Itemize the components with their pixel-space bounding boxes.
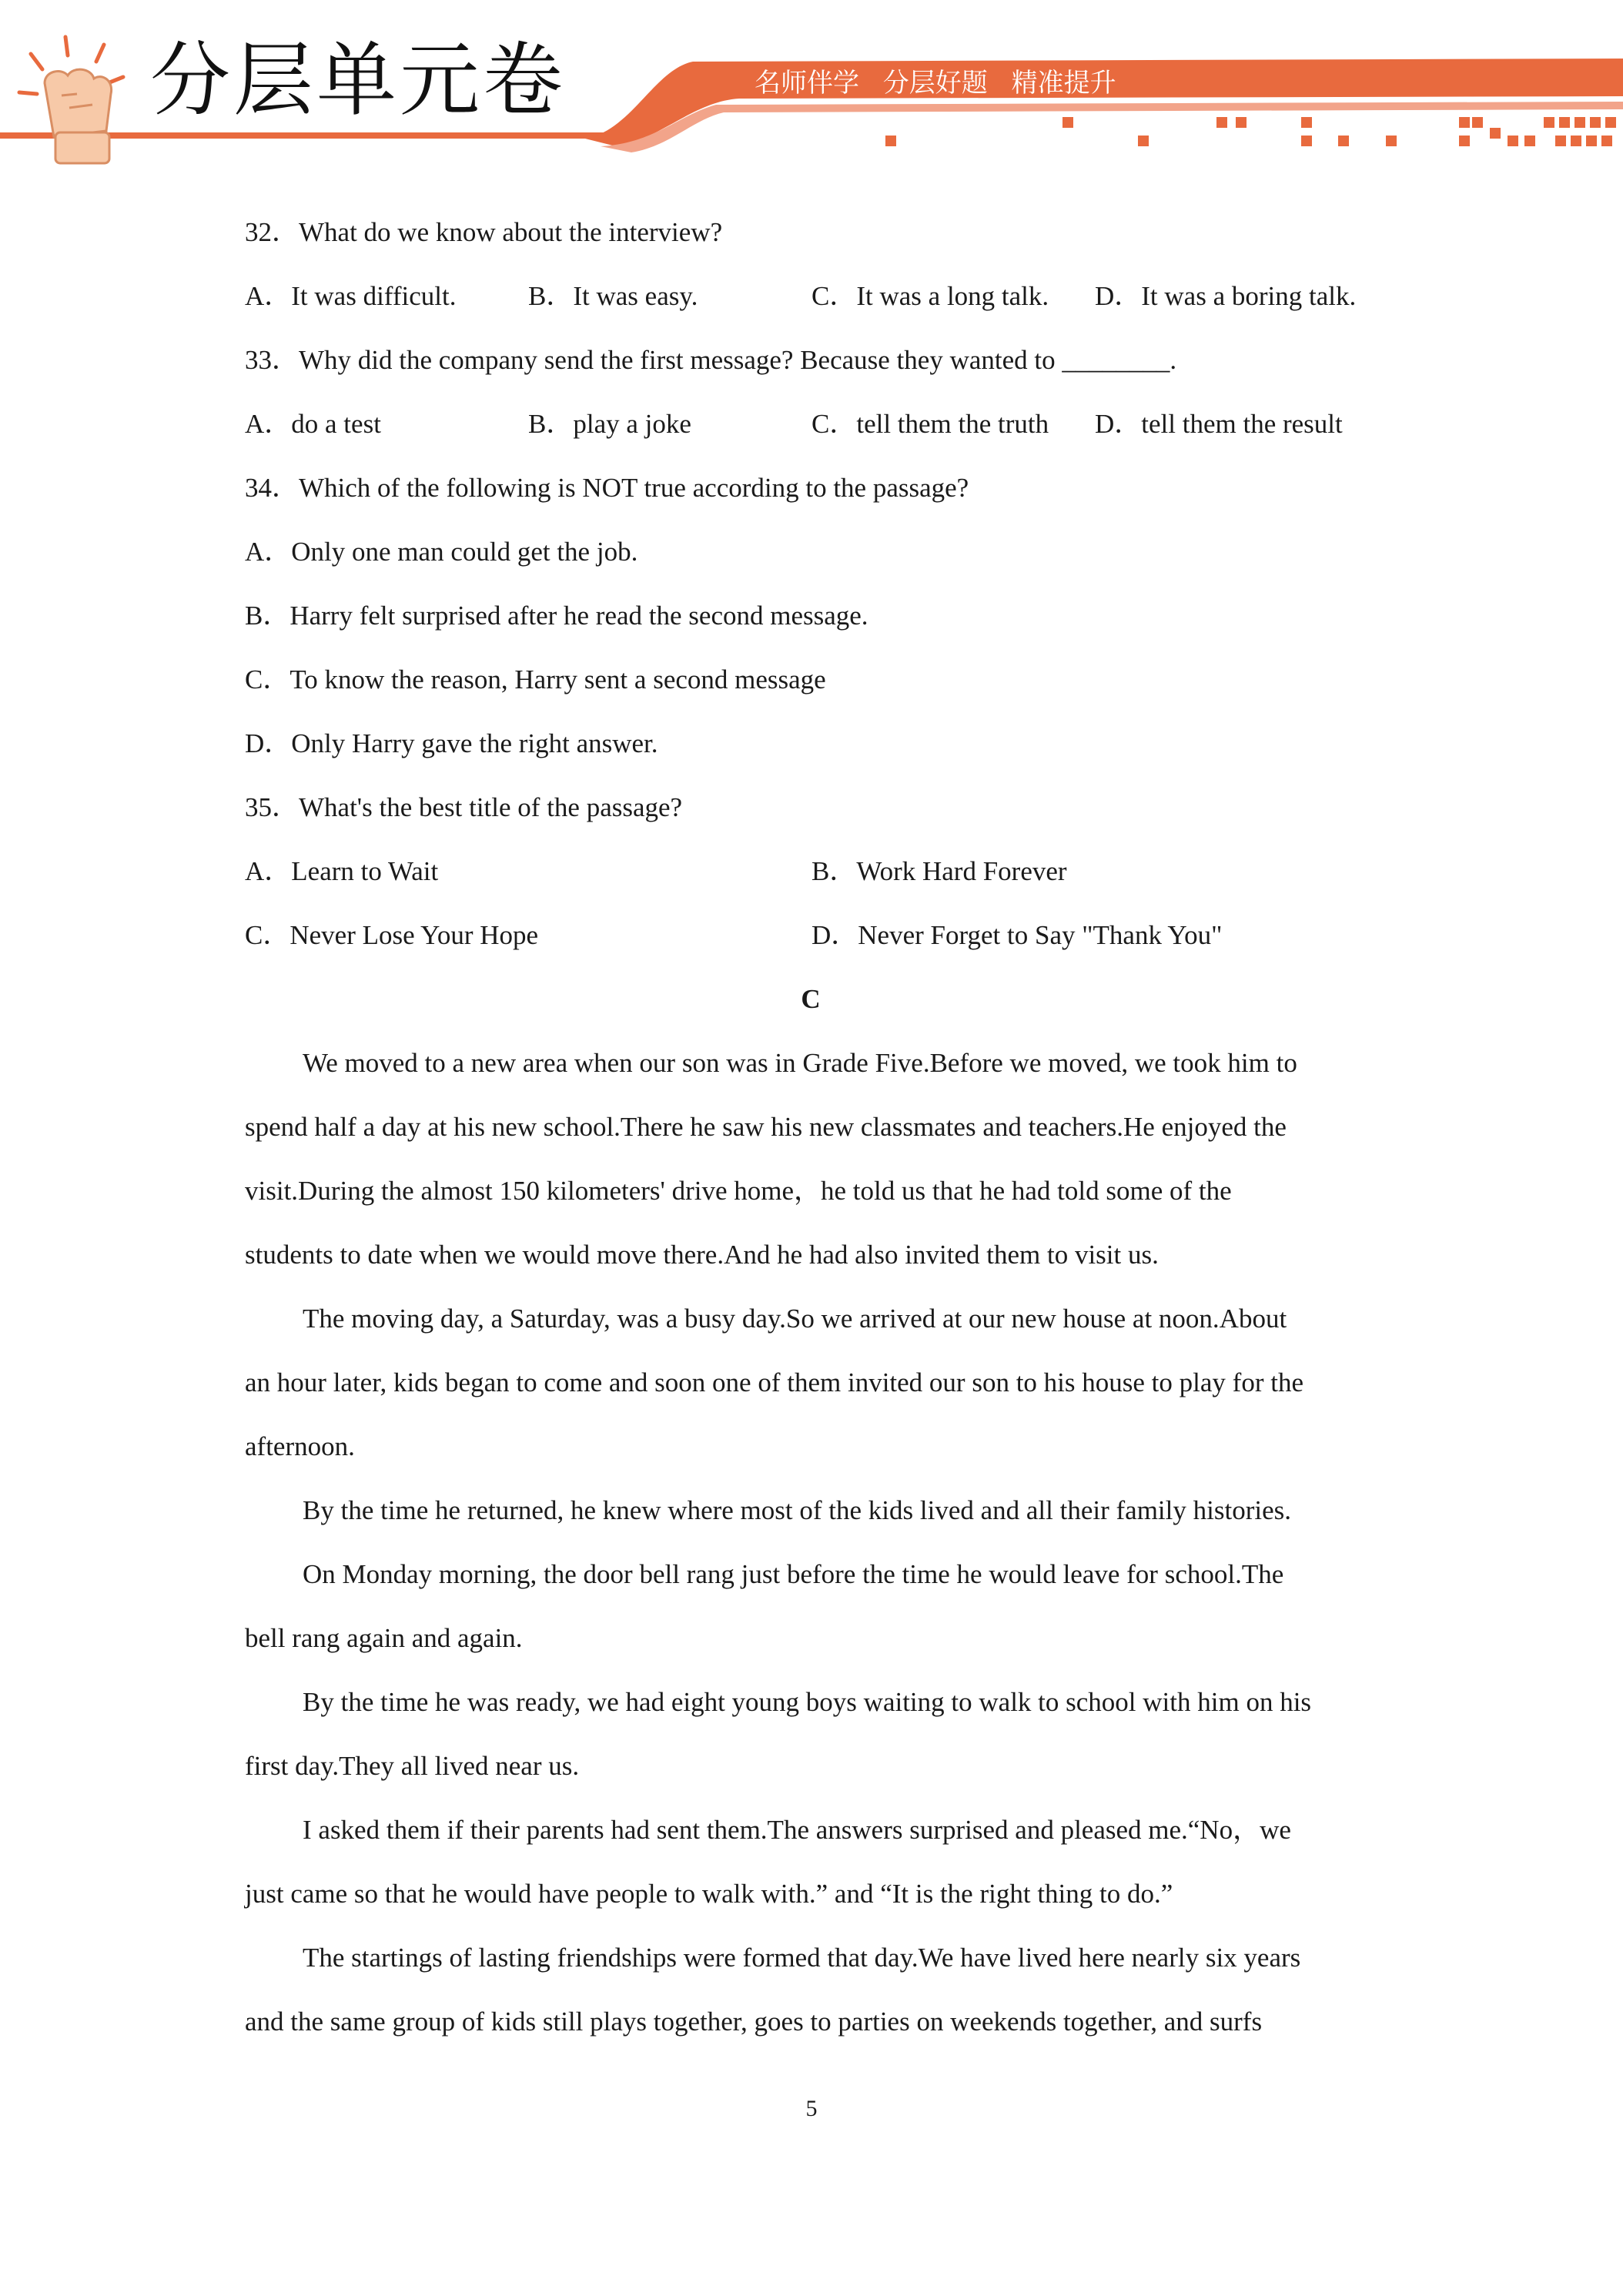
question-34-option-c: C．To know the reason, Harry sent a second message (245, 664, 826, 694)
passage-line: afternoon. (245, 1431, 355, 1461)
passage-line: an hour later, kids began to come and soon one of them invited our son to his house to play for the (245, 1367, 1303, 1397)
question-34-option-d: D．Only Harry gave the right answer. (245, 728, 658, 758)
question-32-option-c: C．It was a long talk. (812, 281, 1049, 311)
question-33-option-a: A．do a test (245, 409, 381, 439)
passage-line: and the same group of kids still plays together, goes to parties on weekends together, and surfs (245, 2006, 1263, 2037)
brand-title: 分层单元卷 (150, 33, 567, 127)
question-34-option-a: A．Only one man could get the job. (245, 537, 638, 567)
passage-line: spend half a day at his new school.There he saw his new classmates and teachers.He enjoyed the (245, 1112, 1287, 1142)
question-35-option-a: A．Learn to Wait (245, 856, 439, 886)
fist-logo-icon (8, 31, 146, 169)
passage-heading: C (801, 984, 821, 1014)
question-32-option-d: D．It was a boring talk. (1095, 281, 1357, 311)
passage-line: The moving day, a Saturday, was a busy day.So we arrived at our new house at noon.About (303, 1304, 1287, 1334)
passage-line: On Monday morning, the door bell rang just before the time he would leave for school.The (303, 1559, 1284, 1589)
question-35-option-b: B．Work Hard Forever (812, 856, 1067, 886)
passage-line: bell rang again and again. (245, 1623, 523, 1653)
question-35-stem: 35．What's the best title of the passage? (245, 792, 683, 822)
page-header (0, 0, 1623, 177)
question-33-stem: 33．Why did the company send the first message? Because they wanted to ________. (245, 345, 1177, 375)
passage-line: The startings of lasting friendships were formed that day.We have lived here nearly six years (303, 1943, 1301, 1973)
header-slogan: 名师伴学 分层好题 精准提升 (755, 68, 1116, 99)
passage-line: visit.During the almost 150 kilometers' drive home，he told us that he had told some of the (245, 1176, 1232, 1206)
passage-line: just came so that he would have people to walk with.” and “It is the right thing to do.” (245, 1879, 1173, 1909)
question-35-option-d: D．Never Forget to Say "Thank You" (812, 920, 1223, 950)
question-33-option-d: D．tell them the result (1095, 409, 1343, 439)
question-32-option-b: B．It was easy. (528, 281, 698, 311)
question-32-stem: 32．What do we know about the interview? (245, 217, 723, 247)
passage-line: By the time he returned, he knew where most of the kids lived and all their family histories. (303, 1495, 1291, 1525)
question-33-option-c: C．tell them the truth (812, 409, 1049, 439)
passage-line: first day.They all lived near us. (245, 1751, 580, 1781)
question-33-option-b: B．play a joke (528, 409, 691, 439)
question-34-option-b: B．Harry felt surprised after he read the second message. (245, 601, 868, 631)
question-32-option-a: A．It was difficult. (245, 281, 457, 311)
passage-line: I asked them if their parents had sent them.The answers surprised and pleased me.“No，we (303, 1815, 1291, 1845)
question-35-option-c: C．Never Lose Your Hope (245, 920, 539, 950)
passage-line: By the time he was ready, we had eight young boys waiting to walk to school with him on his (303, 1687, 1312, 1717)
passage-line: We moved to a new area when our son was in Grade Five.Before we moved, we took him to (303, 1048, 1297, 1078)
question-34-stem: 34．Which of the following is NOT true according to the passage? (245, 473, 969, 503)
page-number: 5 (805, 2096, 818, 2121)
passage-line: students to date when we would move there.And he had also invited them to visit us. (245, 1240, 1159, 1270)
